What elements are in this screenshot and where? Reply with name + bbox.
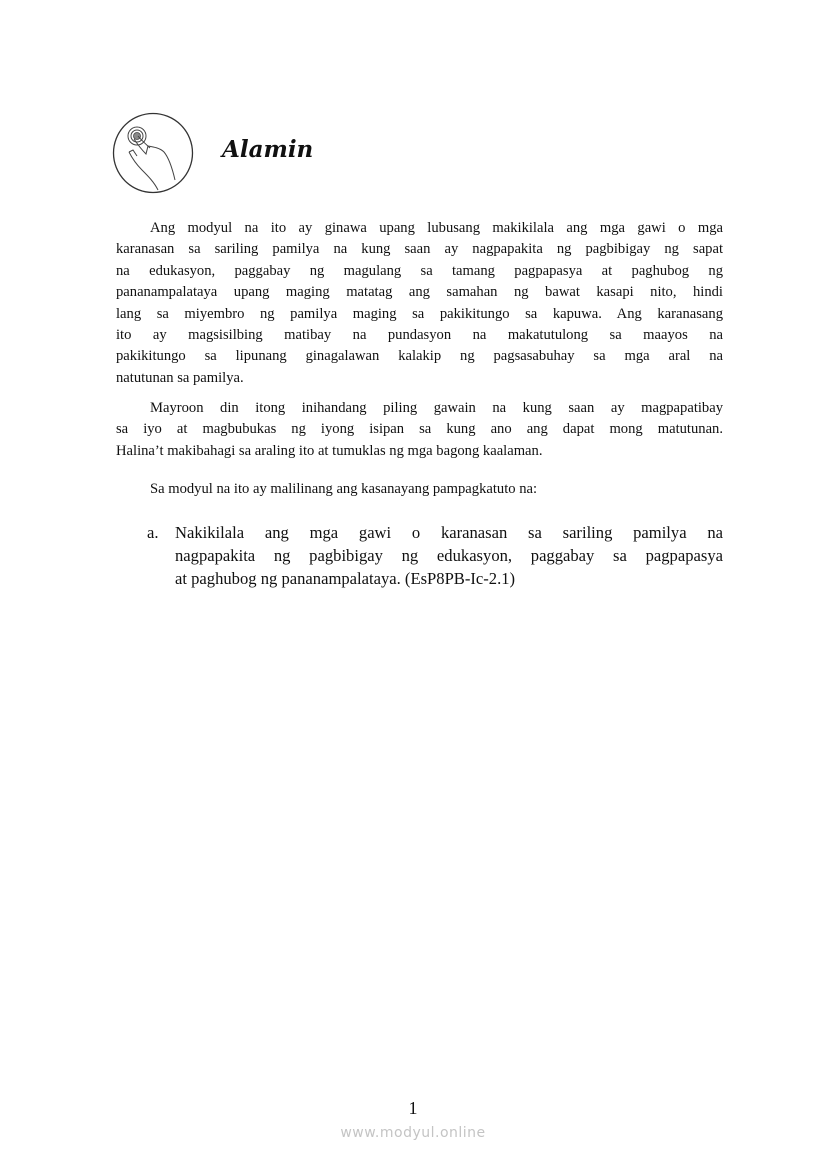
text-line: Sa modyul na ito ay malilinang ang kasanayang pampagkatuto na:	[150, 481, 538, 497]
text-line: natutunan sa pamilya.	[116, 369, 244, 386]
text-line: lang sa miyembro ng pamilya maging sa pakikitungo sa kapuwa. Ang karanasang	[116, 305, 723, 322]
text-line: Nakikilala ang mga gawi o karanasan sa sariling pamilya na	[175, 523, 723, 542]
competency-intro	[116, 479, 723, 500]
competency-list-item	[147, 521, 723, 590]
section-title: Alamin	[222, 136, 314, 163]
text-line: Ang modyul na ito ay ginawa upang lubusang makikilala ang mga gawi o mga	[150, 220, 723, 236]
text-line: nagpapakita ng pagbibigay ng edukasyon, paggabay sa pagpapasya	[175, 546, 723, 565]
activities-paragraph	[116, 398, 723, 462]
text-line: na edukasyon, paggabay ng magulang sa tamang pagpapasya at paghubog ng	[116, 262, 723, 279]
hand-touch-icon	[112, 112, 194, 194]
text-line: ito ay magsisilbing matibay na pundasyon na makatutulong sa maayos na	[116, 327, 723, 344]
text-line: pananampalataya upang maging matatag ang samahan ng bawat kasapi nito, hindi	[116, 284, 723, 301]
text-line: Mayroon din itong inihandang piling gawain na kung saan ay magpapatibay	[150, 400, 723, 416]
list-marker: a.	[147, 523, 159, 542]
watermark: www.modyul.online	[340, 1125, 486, 1141]
text-line: karanasan sa sariling pamilya na kung saan ay nagpapakita ng pagbibigay ng sapat	[116, 241, 723, 258]
text-line: sa iyo at magbubukas ng iyong isipan sa kung ano ang dapat mong matutunan.	[116, 421, 723, 438]
page-number: 1	[408, 1098, 418, 1118]
text-line: at paghubog ng pananampalataya. (EsP8PB-Ic-2.1)	[175, 569, 516, 588]
text-line: Halina’t makibahagi sa araling ito at tumuklas ng mga bagong kaalaman.	[116, 442, 543, 459]
intro-paragraph	[116, 218, 723, 389]
text-line: pakikitungo sa lipunang ginagalawan kalakip ng pagsasabuhay sa mga aral na	[116, 348, 723, 365]
